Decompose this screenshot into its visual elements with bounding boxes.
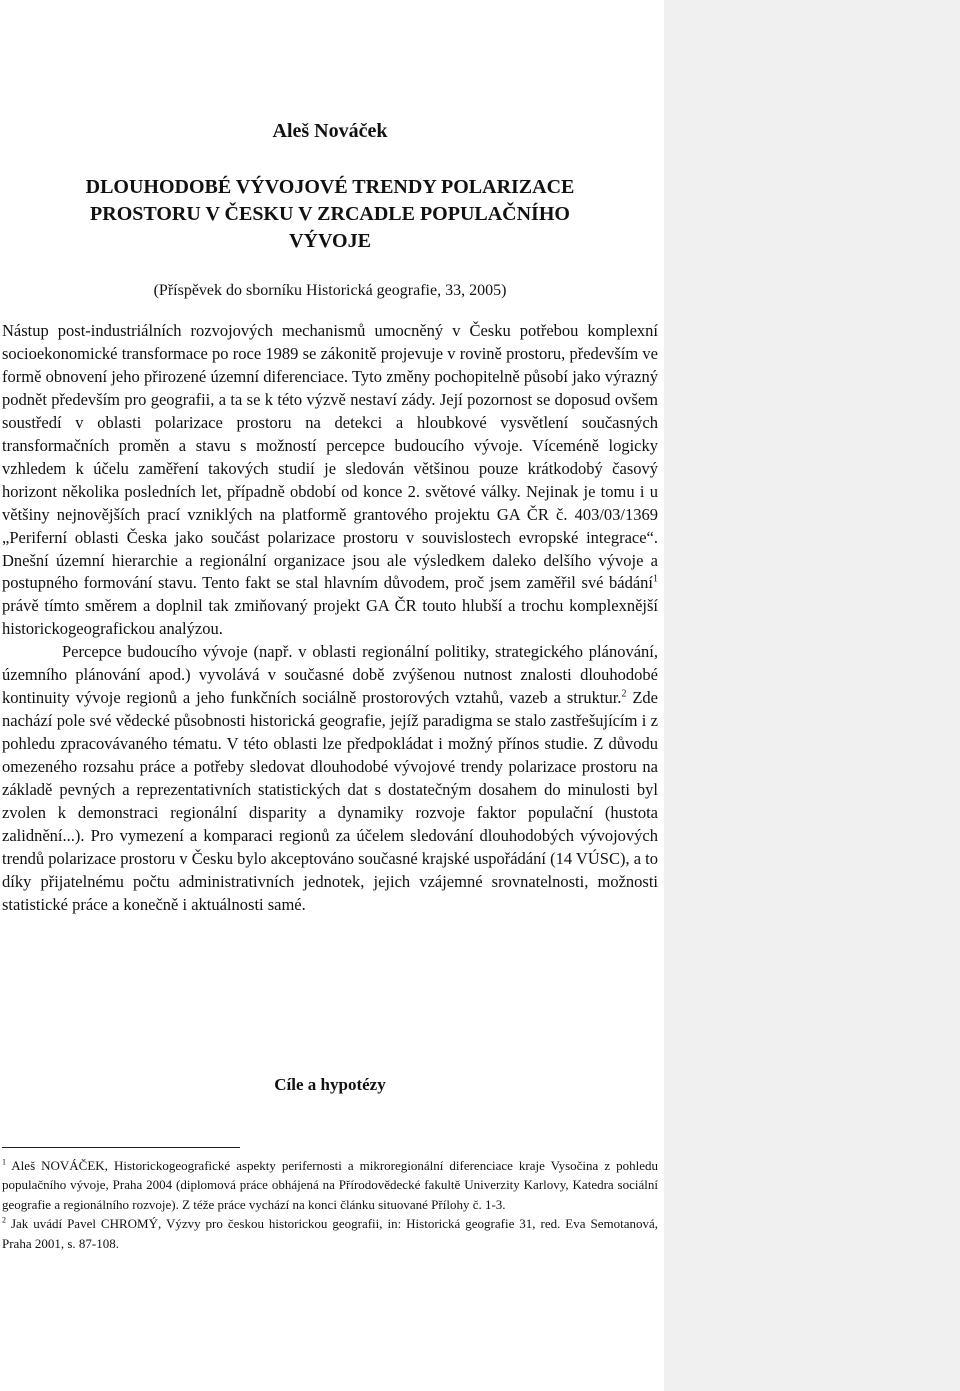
paragraph: [2, 320, 658, 641]
footnotes: [2, 1156, 658, 1253]
footnote-ref: 1: [653, 573, 658, 585]
author-name: Aleš Nováček: [272, 120, 388, 142]
footnote-divider: [2, 1147, 240, 1148]
document-subtitle: (Příspěvek do sborníku Historická geografie, 33, 2005): [153, 282, 507, 299]
footnote: [2, 1156, 658, 1214]
section-heading: Cíle a hypotézy: [274, 1075, 386, 1094]
footnote-marker: 1: [2, 1157, 6, 1167]
paragraph-text: Zde nachází pole své vědecké působnosti historická geografie, jejíž paradigma se stalo zastřešujícím i z pohledu zpracovávaného tématu. V této oblasti lze předpokládat i možný přínos studie. Z důvodu omezeného rozsahu práce a potřeby sledovat dlouhodobé vývojové trendy polarizace prostoru na základě pevných a reprezentativních statistických dat s dostatečným dosahem do minulosti byl zvolen k demonstraci regionální disparity a dynamiky rozvoje faktor populační (hustota zalidnění...). Pro vymezení a komparaci regionů za účelem sledování dlouhodobých vývojových trendů polarizace prostoru v Česku bylo akceptováno současné krajské uspořádání (14 VÚSC), a to díky přijatelnému počtu administrativních jednotek, jejich vzájemné srovnatelnosti, možnosti statistické práce a konečně i aktuálnosti samé.: [2, 688, 658, 914]
body-text: [2, 320, 658, 917]
footnote-ref: 2: [621, 688, 627, 700]
title-line: DLOUHODOBÉ VÝVOJOVÉ TRENDY POLARIZACE: [85, 176, 575, 198]
footnote: [2, 1214, 658, 1253]
title-line: PROSTORU V ČESKU V ZRCADLE POPULAČNÍHO: [90, 203, 570, 225]
paragraph-text: právě tímto směrem a doplnil tak zmiňovaný projekt GA ČR touto hlubší a trochu komplexnější historickogeografickou analýzou.: [2, 596, 658, 639]
footnote-text: Jak uvádí Pavel CHROMÝ, Výzvy pro českou historickou geografii, in: Historická geografie 31, red. Eva Semotanová, Praha 2001, s. 87-108.: [2, 1216, 658, 1251]
paragraph-text: Percepce budoucího vývoje (např. v oblasti regionální politiky, strategického plánování, územního plánování apod.) vyvolává v současné době zvýšenou nutnost znalosti dlouhodobé kontinuity vývoje regionů a jeho funkčních sociálně prostorových vztahů, vazeb a struktur.: [2, 642, 658, 708]
document-title: [42, 174, 618, 255]
footnote-text: Aleš NOVÁČEK, Historickogeografické aspekty perifernosti a mikroregionální diferenciace kraje Vysočina z pohledu populačního vývoje, Praha 2004 (diplomová práce obhájená na Přírodovědecké fakultě Univerzity Karlovy, Katedra sociální geografie a regionálního rozvoje). Z téže práce vychází na konci článku situované Přílohy č. 1-3.: [2, 1158, 658, 1212]
paragraph: [2, 641, 658, 916]
paragraph-text: Nástup post-industriálních rozvojových mechanismů umocněný v Česku potřebou komplexní socioekonomické transformace po roce 1989 se zákonitě projevuje v rovině prostoru, především ve formě obnovení jeho přirozené územní diferenciace. Tyto změny pochopitelně působí jako výrazný podnět především pro geografii, a ta se k této výzvě nestaví zády. Její pozornost se doposud ovšem soustředí v oblasti polarizace prostoru na detekci a hloubkové vysvětlení současných transformačních proměn a stavu s možností percepce budoucího vývoje. Víceméně logicky vzhledem k účelu zaměření takových studií je sledován většinou pouze krátkodobý časový horizont několika posledních let, případně období od konce 2. světové války. Nejinak je tomu i u většiny nejnovějších prací vzniklých na platformě grantového projektu GA ČR č. 403/03/1369 „Periferní oblasti Česka jako součást polarizace prostoru v souvislostech evropské integrace“. Dnešní územní hierarchie a regionální organizace jsou ale výsledkem daleko delšího vývoje a postupného formování stavu. Tento fakt se stal hlavním důvodem, proč jsem zaměřil své bádání: [2, 321, 658, 593]
side-panel: [664, 0, 960, 1391]
footnote-marker: 2: [2, 1215, 6, 1225]
title-line: VÝVOJE: [289, 230, 371, 252]
